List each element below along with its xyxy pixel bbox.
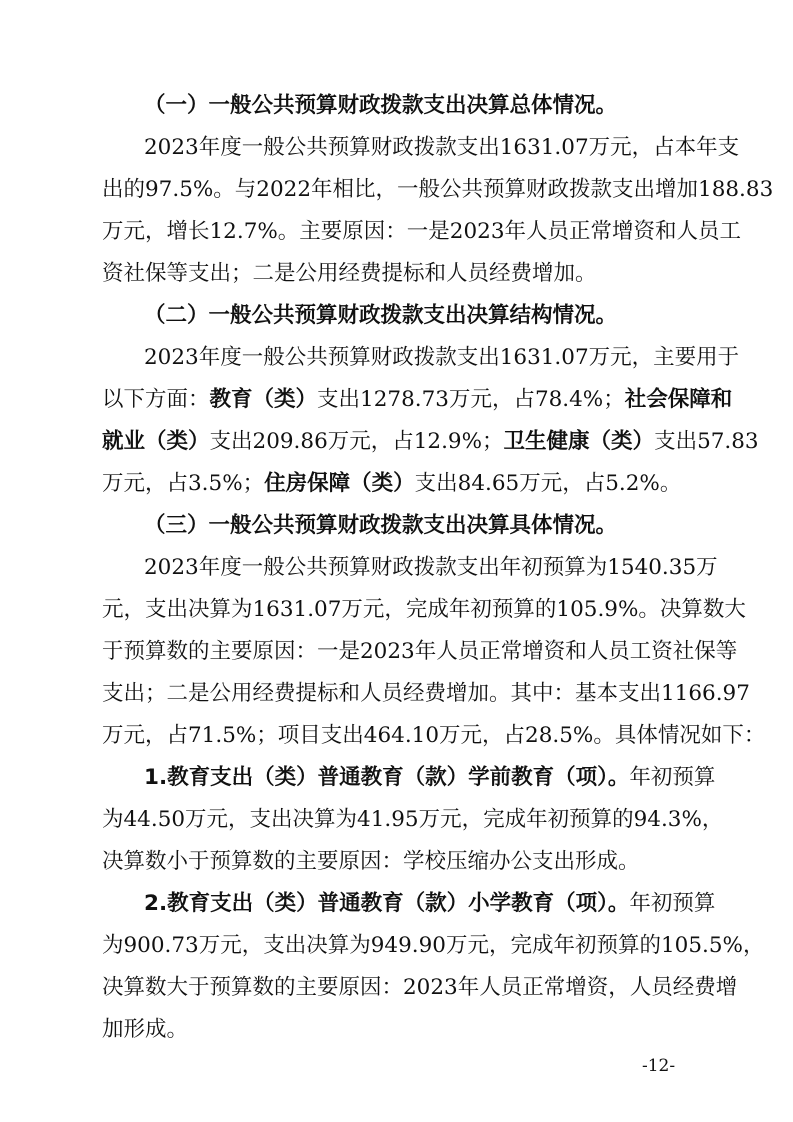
paragraph-line: 为900.73万元，支出决算为949.90万元，完成年初预算的105.5%， (102, 933, 765, 958)
paragraph-line: 元，支出决算为1631.07万元，完成年初预算的105.9%。决算数大 (102, 597, 746, 622)
item-title: 2.教育支出（类）普通教育（款）小学教育（项）。 (144, 891, 630, 916)
category-label: 社会保障和 (624, 387, 733, 412)
text-run: 支出57.83 (654, 429, 759, 454)
paragraph-line: 支出；二是公用经费提标和人员经费增加。其中：基本支出1166.97 (102, 681, 750, 706)
category-label: 教育（类） (209, 387, 318, 412)
item-line-1 (144, 758, 716, 798)
text-run: 支出1278.73万元，占78.4%； (317, 387, 625, 412)
category-label: 住房保障（类） (264, 471, 415, 496)
paragraph-line: 决算数小于预算数的主要原因：学校压缩办公支出形成。 (102, 849, 640, 874)
section-heading-2: （二）一般公共预算财政拨款支出决算结构情况。 (144, 303, 618, 328)
text-run: 支出209.86万元，占12.9%； (209, 429, 504, 454)
text-run: 年初预算 (629, 891, 716, 916)
paragraph-line: 决算数大于预算数的主要原因：2023年人员正常增资，人员经费增 (102, 975, 738, 1000)
category-label: 卫生健康（类） (503, 429, 655, 454)
paragraph-line: 2023年度一般公共预算财政拨款支出1631.07万元，主要用于 (144, 345, 740, 370)
section-heading-1: （一）一般公共预算财政拨款支出决算总体情况。 (144, 93, 618, 118)
paragraph-line: 出的97.5%。与2022年相比，一般公共预算财政拨款支出增加188.83 (102, 177, 774, 202)
text-run: 年初预算 (629, 765, 716, 790)
item-line-2 (144, 884, 716, 924)
paragraph-line: 为44.50万元，支出决算为41.95万元，完成年初预算的94.3%， (102, 807, 724, 832)
paragraph-line: 加形成。 (102, 1017, 189, 1042)
item-title: 1.教育支出（类）普通教育（款）学前教育（项）。 (144, 765, 630, 790)
paragraph-line: 2023年度一般公共预算财政拨款支出1631.07万元，占本年支 (144, 135, 740, 160)
paragraph-line: 2023年度一般公共预算财政拨款支出年初预算为1540.35万 (144, 555, 718, 580)
paragraph-line (102, 464, 708, 504)
page-number: -12- (642, 1056, 676, 1076)
paragraph-line (102, 380, 733, 420)
paragraph-line: 资社保等支出；二是公用经费提标和人员经费增加。 (102, 261, 597, 286)
paragraph-line: 于预算数的主要原因：一是2023年人员正常增资和人员工资社保等 (102, 639, 738, 664)
text-run: 支出84.65万元，占5.2%。 (414, 471, 682, 496)
section-heading-3: （三）一般公共预算财政拨款支出决算具体情况。 (144, 513, 618, 538)
paragraph-line: 万元，增长12.7%。主要原因：一是2023年人员正常增资和人员工 (102, 219, 742, 244)
text-run: 以下方面： (102, 387, 210, 412)
paragraph-line (102, 422, 759, 462)
category-label: 就业（类） (102, 429, 210, 454)
paragraph-line: 万元，占71.5%；项目支出464.10万元，占28.5%。具体情况如下： (102, 723, 766, 748)
text-run: 万元，占3.5%； (102, 471, 265, 496)
